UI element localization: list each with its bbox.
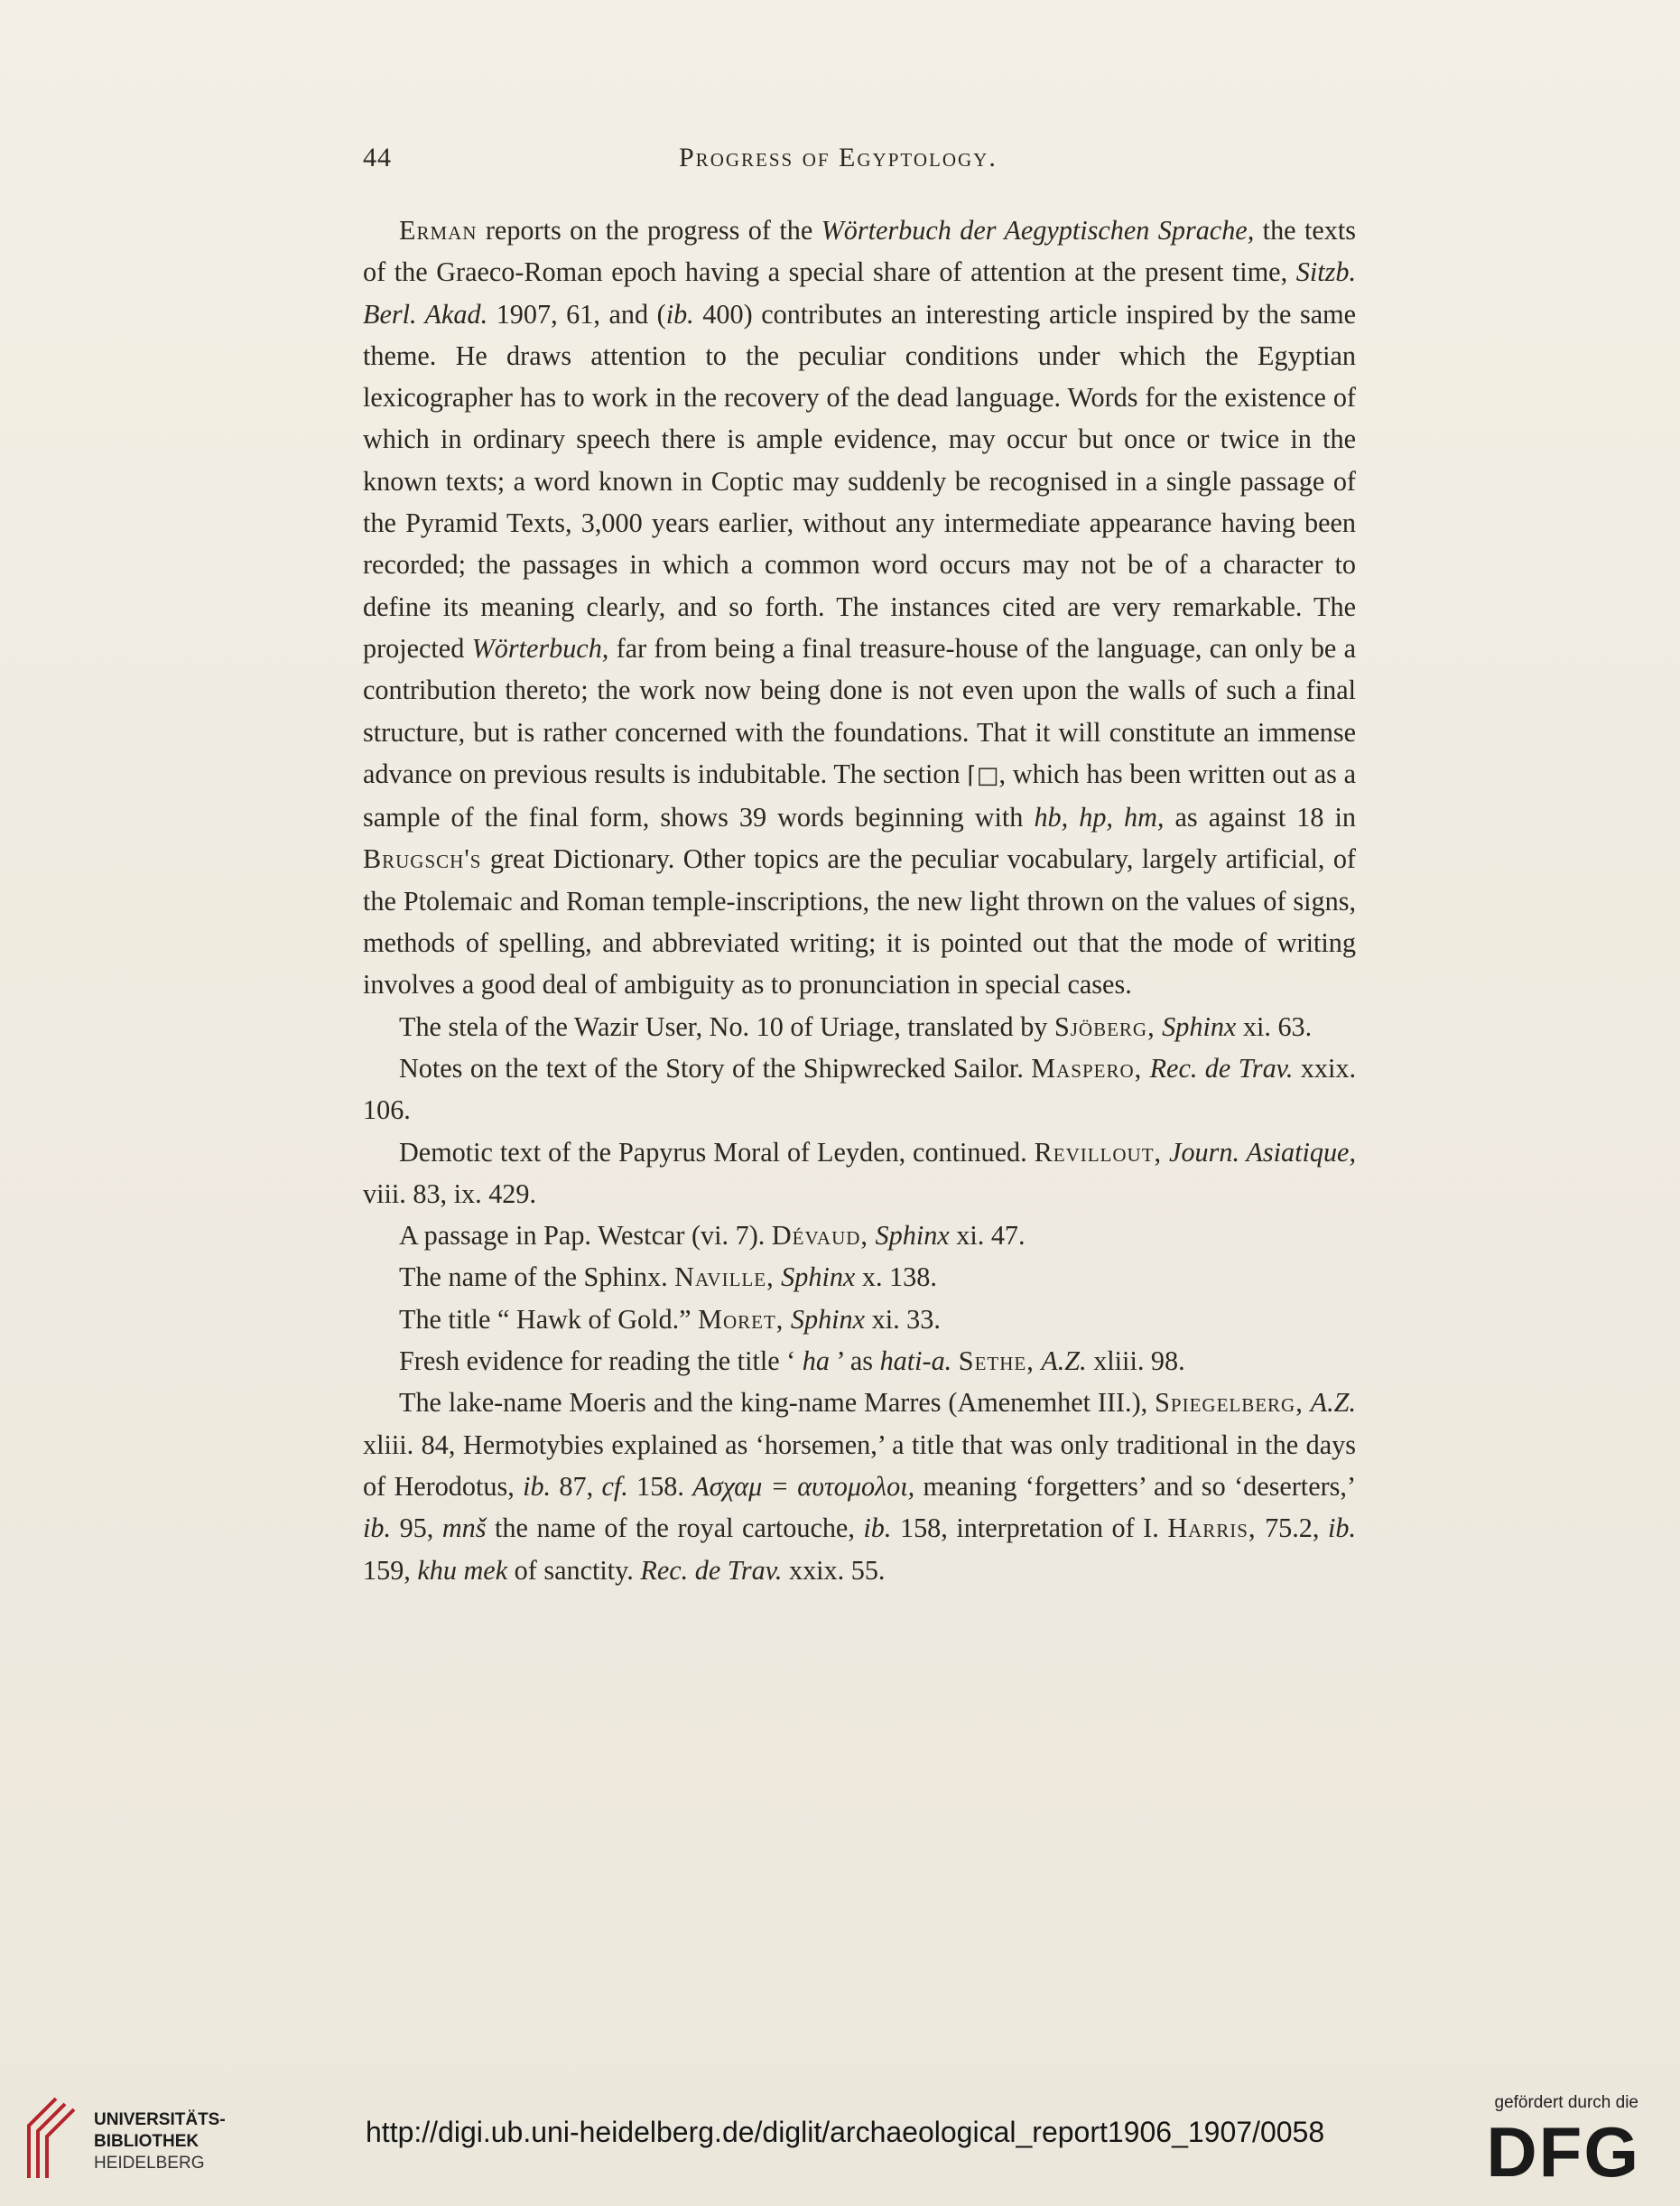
text-run: Notes on the text of the Story of the Shipwrecked Sailor. xyxy=(399,1052,1032,1084)
text-run: far from being a final treasure-house of the language, can only be a contribution thereto; the work now being done is not even upon the walls of such a final structure, but is rather concerned with the foundations. That it will constitute an immense advance on previous results is indubitable. The section xyxy=(363,632,1356,789)
author-name: Moret, xyxy=(698,1303,784,1335)
page-header xyxy=(363,143,1356,182)
italic-text: A.Z. xyxy=(1310,1387,1356,1419)
text-run: 159, xyxy=(363,1554,418,1586)
italic-text: Sitzb. Berl. Akad. xyxy=(363,256,1356,330)
author-name: Naville, xyxy=(674,1261,775,1293)
text-run: as against 18 in xyxy=(1164,802,1356,833)
text-run: the name of the royal cartouche, xyxy=(486,1513,864,1544)
paragraph xyxy=(363,1047,1356,1131)
italic-text: ha xyxy=(802,1345,830,1377)
text-run: 75.2, xyxy=(1256,1513,1328,1544)
author-name: Maspero, xyxy=(1031,1052,1143,1084)
text-run: , which has been written out as a sample of the final form, shows 39 words beginning with xyxy=(363,758,1357,833)
text-run: Fresh evidence for reading the title ‘ xyxy=(399,1345,803,1377)
italic-text: Sphinx xyxy=(790,1303,866,1335)
author-name: Brugsch's xyxy=(363,843,482,875)
text-run: ’ as xyxy=(829,1345,880,1377)
paragraph xyxy=(363,209,1356,1006)
text-run: xi. 33. xyxy=(865,1303,941,1335)
text-run: meaning ‘forgetters’ and so ‘deserters,’ xyxy=(914,1470,1356,1502)
text-run xyxy=(951,1345,959,1376)
text-run xyxy=(1142,1053,1149,1084)
italic-text: ib. xyxy=(863,1513,892,1544)
author-name: Sjöberg, xyxy=(1053,1010,1156,1042)
paragraph xyxy=(363,1340,1356,1382)
author-name: Revillout, xyxy=(1034,1136,1163,1168)
italic-text: hb, hp, hm, xyxy=(1034,802,1165,833)
paragraph xyxy=(363,1256,1356,1298)
text-run: xi. 63. xyxy=(1236,1010,1313,1042)
text-run: 158, interpretation of I. xyxy=(891,1513,1168,1544)
italic-text: ib. xyxy=(363,1513,392,1544)
italic-text: ib. xyxy=(523,1470,552,1502)
italic-text: Sphinx xyxy=(781,1261,856,1293)
text-run: 1907, 61, and ( xyxy=(487,298,666,330)
italic-text: Rec. de Trav. xyxy=(1149,1052,1294,1084)
text-run: xxix. 106. xyxy=(363,1052,1356,1126)
italic-text: cf. xyxy=(601,1470,628,1502)
text-run: 95, xyxy=(391,1513,442,1544)
paragraph xyxy=(363,1382,1356,1590)
text-run: The title “ Hawk of Gold.” xyxy=(399,1303,699,1335)
text-run: The name of the Sphinx. xyxy=(399,1261,675,1293)
funder-logo[interactable] xyxy=(1463,2093,1644,2192)
text-run: x. 138. xyxy=(855,1261,937,1293)
italic-text: Journ. Asiatique, xyxy=(1169,1136,1356,1168)
text-run: xi. 47. xyxy=(949,1220,1026,1252)
italic-text: Wörterbuch, xyxy=(471,632,609,664)
text-run xyxy=(1304,1387,1311,1418)
library-name xyxy=(94,2109,226,2174)
library-line-3: HEIDELBERG xyxy=(94,2154,205,2173)
body-text xyxy=(363,209,1356,1591)
author-name: Dévaud, xyxy=(771,1220,868,1252)
text-run: xxix. 55. xyxy=(782,1554,886,1586)
italic-text: Ασχαμ = αυτομολοι, xyxy=(692,1470,915,1502)
hieroglyph-sign: ⌈□ xyxy=(967,761,999,789)
text-run: The lake-name Moeris and the king-name Marres (Amenemhet III.), xyxy=(399,1387,1156,1419)
italic-text: khu mek xyxy=(417,1554,508,1586)
text-run: xliii. 98. xyxy=(1086,1345,1185,1377)
text-run: The stela of the Wazir User, No. 10 of Uriage, translated by xyxy=(399,1010,1054,1042)
paragraph xyxy=(363,1215,1356,1256)
italic-text: Wörterbuch der Aegyptischen Sprache, xyxy=(821,215,1255,246)
italic-text: Sphinx xyxy=(875,1220,950,1252)
italic-text: mnš xyxy=(441,1513,487,1544)
text-run: 158. xyxy=(627,1470,693,1502)
funder-label: gefördert durch die xyxy=(1494,2093,1638,2112)
paragraph xyxy=(363,1006,1356,1047)
source-url-link[interactable]: http://digi.ub.uni-heidelberg.de/diglit/archaeological_report1906_1907/0058 xyxy=(366,2116,1325,2148)
italic-text: ib. xyxy=(665,298,694,330)
text-run: A passage in Pap. Westcar (vi. 7). xyxy=(399,1220,772,1252)
text-run: 87, xyxy=(551,1470,602,1502)
library-line-2: BIBLIOTHEK xyxy=(94,2132,200,2151)
page-number: 44 xyxy=(363,143,392,172)
paragraph xyxy=(363,1298,1356,1340)
text-run xyxy=(1162,1137,1169,1168)
author-name: Spiegelberg, xyxy=(1155,1387,1304,1419)
text-run: great Dictionary. Other topics are the peculiar vocabulary, largely artificial, of the Ptolemaic and Roman temple-inscriptions, the new light thrown on the values of signs, methods of spelling, and abbreviated writing; it is pointed out that the mode of writing involves a good deal of ambiguity as to pronunciation in special cases. xyxy=(363,843,1356,1001)
library-emblem-icon xyxy=(20,2095,78,2185)
text-run xyxy=(784,1304,791,1335)
italic-text: ib. xyxy=(1327,1513,1357,1544)
italic-text: Rec. de Trav. xyxy=(640,1554,783,1586)
text-run xyxy=(868,1220,876,1251)
text-run: xliii. 84, Hermotybies explained as ‘horsemen,’ a title that was only traditional in the days of Herodotus, xyxy=(363,1429,1356,1502)
text-run: Demotic text of the Papyrus Moral of Leyden, continued. xyxy=(399,1136,1035,1168)
author-name: Harris, xyxy=(1167,1513,1257,1544)
italic-text: hati-a. xyxy=(879,1345,952,1377)
author-name: Sethe, xyxy=(958,1345,1035,1377)
text-run: the texts of the Graeco-Roman epoch having a special share of attention at the present time, xyxy=(363,215,1357,288)
italic-text: Sphinx xyxy=(1162,1010,1237,1042)
text-run: reports on the progress of the xyxy=(477,215,821,246)
library-logo[interactable] xyxy=(20,2095,255,2185)
text-run: viii. 83, ix. 429. xyxy=(363,1177,537,1209)
dfg-logo-icon xyxy=(1463,2118,1644,2182)
library-line-1: UNIVERSITÄTS- xyxy=(94,2110,226,2129)
dfg-logo-text: DFG xyxy=(1486,2118,1640,2182)
paragraph xyxy=(363,1131,1356,1215)
text-run: of sanctity. xyxy=(507,1554,641,1586)
author-name: Erman xyxy=(399,215,478,246)
running-head: Progress of Egyptology. xyxy=(679,143,998,172)
italic-text: A.Z. xyxy=(1041,1345,1087,1377)
text-run: 400) contributes an interesting article inspired by the same theme. He draws attention to the peculiar conditions under which the Egyptian lexicographer has to work in the recovery of the dead language. Words for the existence of which in ordinary speech there is ample evidence, may occur but once or twice in the known texts; a word known in Coptic may suddenly be recognised in a single passage of the Pyramid Texts, 3,000 years earlier, without any intermediate appearance having been recorded; the passages in which a common word occurs may not be of a character to define its meaning clearly, and so forth. The instances cited are very remarkable. The projected xyxy=(363,298,1356,664)
